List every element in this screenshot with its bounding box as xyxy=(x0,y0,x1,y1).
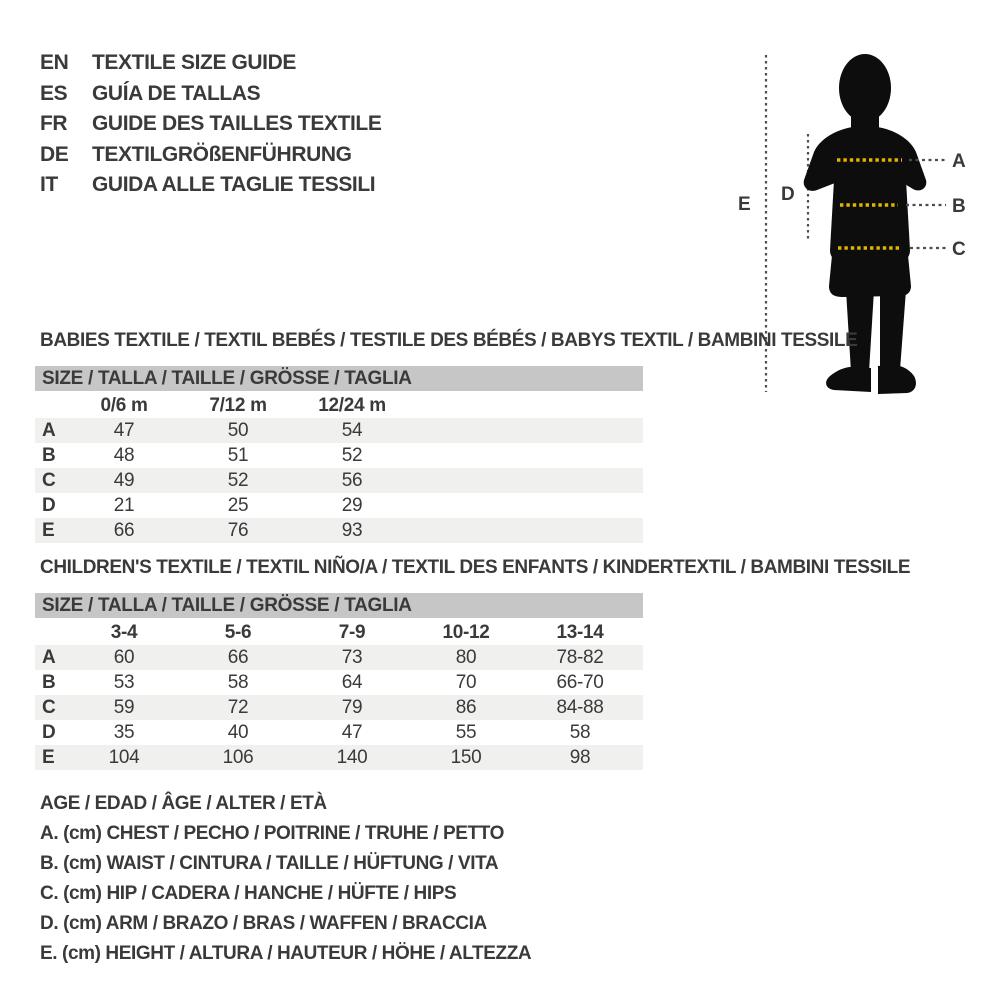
language-code: IT xyxy=(40,173,58,196)
size-cell: 70 xyxy=(455,672,477,693)
children-table-header-bar: SIZE / TALLA / TAILLE / GRÖSSE / TAGLIA xyxy=(35,593,643,618)
silhouette-shoe-right xyxy=(878,365,916,394)
language-title: GUIDA ALLE TAGLIE TESSILI xyxy=(92,173,376,196)
silhouette-shorts xyxy=(829,245,911,297)
size-cell: 25 xyxy=(227,495,249,516)
size-cell: 72 xyxy=(227,697,249,718)
size-cell: 84-88 xyxy=(556,697,604,718)
language-row xyxy=(40,170,381,201)
babies-section-title: BABIES TEXTILE / TEXTIL BEBÉS / TESTILE DES BÉBÉS / BABYS TEXTIL / BAMBINI TESSILE xyxy=(40,330,858,351)
language-title: TEXTILE SIZE GUIDE xyxy=(92,51,296,74)
legend-line-waist: B. (cm) WAIST / CINTURA / TAILLE / HÜFTUNG / VITA xyxy=(40,853,499,874)
children-column-header-row xyxy=(35,620,643,645)
legend-line-arm: D. (cm) ARM / BRAZO / BRAS / WAFFEN / BRACCIA xyxy=(40,913,487,934)
babies-column-header: 12/24 m xyxy=(318,395,386,416)
babies-table-row xyxy=(35,493,643,518)
babies-column-header-row xyxy=(35,393,643,418)
children-column-header: 13-14 xyxy=(556,622,604,643)
size-cell: 35 xyxy=(113,722,135,743)
children-table-row xyxy=(35,645,643,670)
size-cell: 66 xyxy=(113,520,135,541)
chest-label: A xyxy=(952,151,966,172)
children-column-header: 3-4 xyxy=(110,622,138,643)
legend-line-chest: A. (cm) CHEST / PECHO / POITRINE / TRUHE / PETTO xyxy=(40,823,504,844)
babies-column-header: 0/6 m xyxy=(100,395,148,416)
size-cell: 48 xyxy=(113,445,135,466)
silhouette-leg-right xyxy=(880,290,906,370)
size-cell: 150 xyxy=(450,747,482,768)
size-cell: 54 xyxy=(341,420,363,441)
babies-table-header-bar: SIZE / TALLA / TAILLE / GRÖSSE / TAGLIA xyxy=(35,366,643,391)
size-cell: 76 xyxy=(227,520,249,541)
size-cell: 56 xyxy=(341,470,363,491)
language-row xyxy=(40,140,381,171)
size-cell: 98 xyxy=(569,747,591,768)
language-code: FR xyxy=(40,112,68,135)
language-title: GUIDE DES TAILLES TEXTILE xyxy=(92,112,382,135)
children-column-header: 5-6 xyxy=(224,622,252,643)
size-cell: 66 xyxy=(227,647,249,668)
babies-size-table xyxy=(35,366,643,543)
language-row xyxy=(40,79,381,110)
legend-line-age: AGE / EDAD / ÂGE / ALTER / ETÀ xyxy=(40,793,327,814)
language-row xyxy=(40,109,381,140)
measure-label: C xyxy=(42,470,56,491)
size-cell: 50 xyxy=(227,420,249,441)
size-cell: 58 xyxy=(227,672,249,693)
size-cell: 47 xyxy=(113,420,135,441)
size-cell: 55 xyxy=(455,722,477,743)
children-table-row xyxy=(35,695,643,720)
height-label: E xyxy=(738,194,751,215)
size-cell: 78-82 xyxy=(556,647,604,668)
row-label-spacer xyxy=(35,620,67,645)
language-title: GUÍA DE TALLAS xyxy=(92,81,261,105)
children-column-header: 7-9 xyxy=(338,622,366,643)
size-cell: 60 xyxy=(113,647,135,668)
size-cell: 40 xyxy=(227,722,249,743)
size-cell: 106 xyxy=(222,747,254,768)
babies-table-row xyxy=(35,468,643,493)
babies-column-header: 7/12 m xyxy=(209,395,267,416)
language-code: DE xyxy=(40,142,69,166)
size-cell: 21 xyxy=(113,495,135,516)
children-table-row xyxy=(35,670,643,695)
size-cell: 29 xyxy=(341,495,363,516)
measure-label: B xyxy=(42,445,56,466)
language-row xyxy=(40,48,381,79)
size-cell: 59 xyxy=(113,697,135,718)
size-cell: 64 xyxy=(341,672,363,693)
size-cell: 52 xyxy=(227,470,249,491)
silhouette-shoe-left xyxy=(826,367,871,392)
legend-line-hip: C. (cm) HIP / CADERA / HANCHE / HÜFTE / HIPS xyxy=(40,883,457,904)
babies-table-row xyxy=(35,518,643,543)
size-cell: 49 xyxy=(113,470,135,491)
babies-table-row xyxy=(35,443,643,468)
arm-label: D xyxy=(781,184,795,205)
measure-label: D xyxy=(42,722,56,743)
measure-label: B xyxy=(42,672,56,693)
size-cell: 104 xyxy=(108,747,140,768)
children-size-table xyxy=(35,593,643,770)
measure-label: C xyxy=(42,697,56,718)
language-code: EN xyxy=(40,51,69,74)
children-table-row xyxy=(35,745,643,770)
language-title: TEXTILGRÖßENFÜHRUNG xyxy=(92,142,352,166)
measure-label: D xyxy=(42,495,56,516)
children-table-row xyxy=(35,720,643,745)
size-cell: 140 xyxy=(336,747,368,768)
language-title-list xyxy=(40,48,381,201)
waist-label: B xyxy=(952,196,966,217)
language-code: ES xyxy=(40,81,68,105)
row-label-spacer xyxy=(35,393,67,418)
babies-table-row xyxy=(35,418,643,443)
measurement-legend xyxy=(40,789,531,969)
measure-label: A xyxy=(42,647,56,668)
size-cell: 52 xyxy=(341,445,363,466)
children-section-title: CHILDREN'S TEXTILE / TEXTIL NIÑO/A / TEXTIL DES ENFANTS / KINDERTEXTIL / BAMBINI TESSILE xyxy=(40,557,911,578)
size-cell: 79 xyxy=(341,697,363,718)
children-column-header: 10-12 xyxy=(442,622,490,643)
legend-line-height: E. (cm) HEIGHT / ALTURA / HAUTEUR / HÖHE / ALTEZZA xyxy=(40,943,532,964)
size-cell: 51 xyxy=(227,445,249,466)
size-cell: 93 xyxy=(341,520,363,541)
measure-label: E xyxy=(42,520,55,541)
size-cell: 80 xyxy=(455,647,477,668)
size-cell: 66-70 xyxy=(556,672,604,693)
size-cell: 53 xyxy=(113,672,135,693)
size-cell: 86 xyxy=(455,697,477,718)
size-cell: 58 xyxy=(569,722,591,743)
size-cell: 73 xyxy=(341,647,363,668)
hip-label: C xyxy=(952,239,966,260)
measure-label: E xyxy=(42,747,55,768)
size-cell: 47 xyxy=(341,722,363,743)
measure-label: A xyxy=(42,420,56,441)
